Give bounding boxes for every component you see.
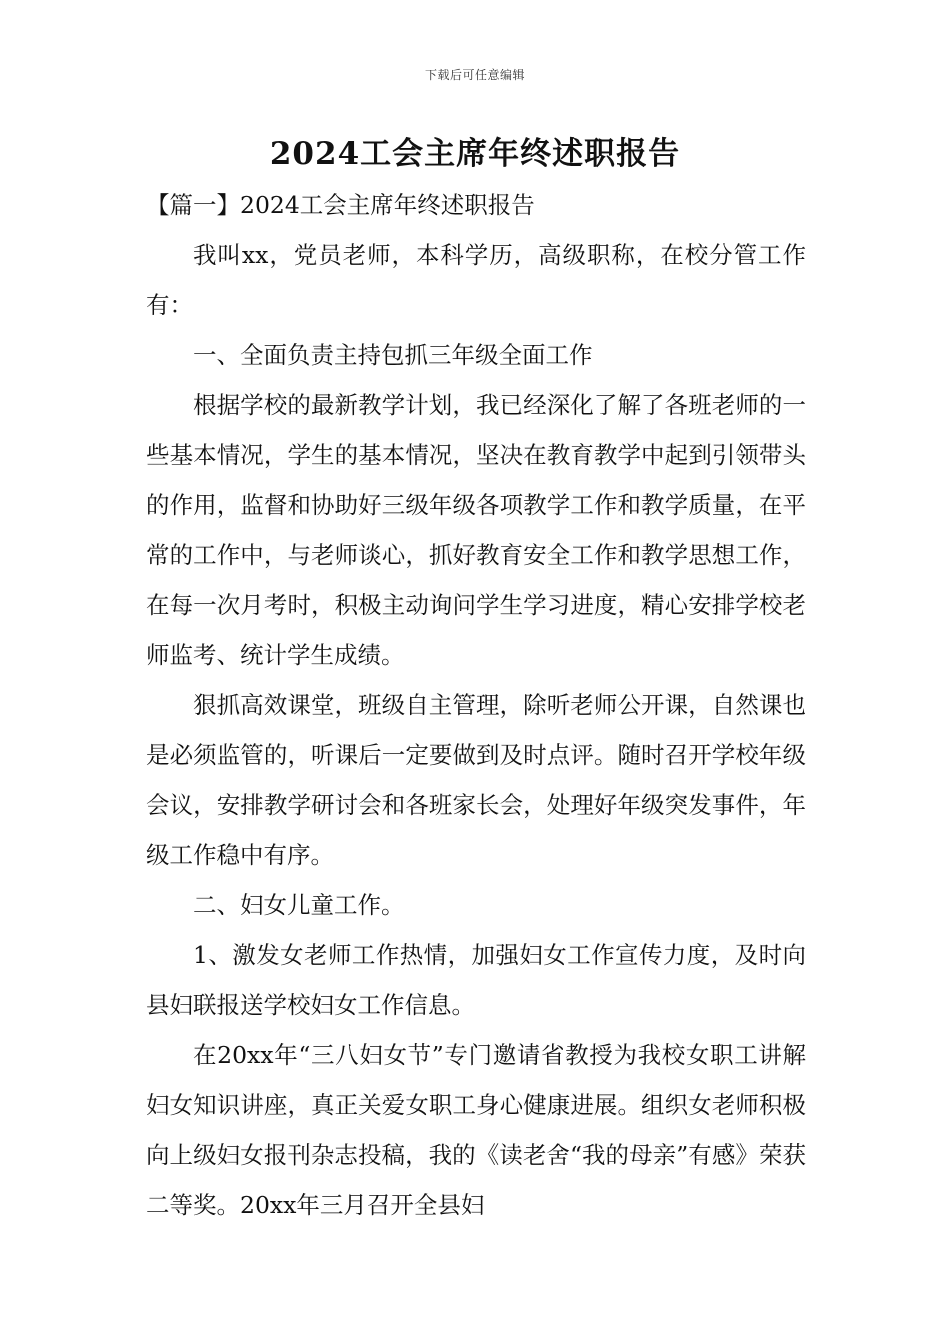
paragraph: 狠抓高效课堂，班级自主管理，除听老师公开课，自然课也是必须监管的，听课后一定要做到及时点评。随时召开学校年级会议，安排教学研讨会和各班家长会，处理好年级突发事件，年级工作稳中有序。 <box>146 691 806 869</box>
paragraph: 根据学校的最新教学计划，我已经深化了解了各班老师的一些基本情况，学生的基本情况，坚决在教育教学中起到引领带头的作用，监督和协助好三级年级各项教学工作和教学质量，在平常的工作中，与老师谈心，抓好教育安全工作和教学思想工作，在每一次月考时，积极主动询问学生学习进度，精心安排学校老师监考、统计学生成绩。 <box>146 391 806 669</box>
paragraph: 在20xx年“三八妇女节”专门邀请省教授为我校女职工讲解妇女知识讲座，真正关爱女职工身心健康进展。组织女老师积极向上级妇女报刊杂志投稿，我的《读老舍“我的母亲”有感》荣获二等奖。20xx年三月召开全县妇 <box>146 1041 806 1219</box>
document-title: 2024工会主席年终述职报告 <box>269 136 681 172</box>
paragraph: 我叫xx，党员老师，本科学历，高级职称，在校分管工作有： <box>146 241 806 319</box>
section-heading: 【篇一】2024工会主席年终述职报告 <box>146 191 535 219</box>
header-note: 下载后可任意编辑 <box>424 68 525 82</box>
paragraph: 1、激发女老师工作热情，加强妇女工作宣传力度，及时向县妇联报送学校妇女工作信息。 <box>146 941 806 1019</box>
paragraph: 二、妇女儿童工作。 <box>193 891 405 919</box>
document-body <box>146 180 806 1230</box>
paragraph: 一、全面负责主持包抓三年级全面工作 <box>193 341 593 369</box>
